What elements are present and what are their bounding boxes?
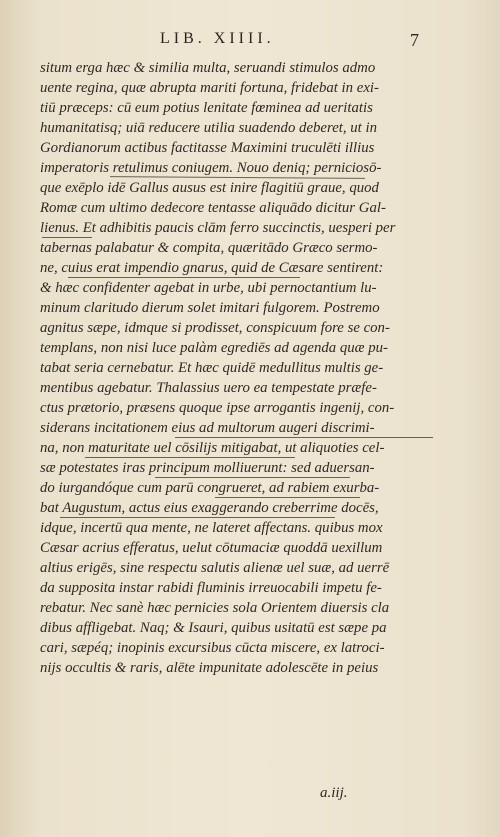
text-line: nijs occultis & raris, alēte impunitate adolescēte in peius bbox=[40, 660, 379, 676]
text-line: tiū præceps: cū eum potius lenitate fœminea ad ueritatis bbox=[40, 100, 373, 116]
text-line: na, non maturitate uel cōsilijs mitigabat, ut aliquoties cel- bbox=[40, 440, 385, 456]
handwritten-underline bbox=[42, 237, 92, 238]
text-line: Romæ cum ultimo dedecore tentasse aliquādo dicitur Gal- bbox=[40, 200, 386, 216]
text-line: Gordianorum actibus factitasse Maximini truculēti illius bbox=[40, 140, 375, 156]
text-line: imperatoris retulimus coniugem. Nouo deniq; perniciosō- bbox=[40, 160, 382, 176]
text-line: tabat seria cernebatur. Et hæc quidē medullitus multis ge- bbox=[40, 360, 384, 376]
handwritten-underline bbox=[60, 517, 335, 518]
text-line: situm erga hæc & similia multa, seruandi stimulos admo bbox=[40, 60, 376, 76]
text-line: que exēplo idē Gallus ausus est inire flagitiū graue, quod bbox=[40, 180, 379, 196]
text-line: bat Augustum, actus eius exaggerando creberrime docēs, bbox=[40, 500, 379, 516]
page-number: 7 bbox=[410, 30, 419, 50]
text-line: uente regina, quæ abrupta mariti fortuna, fridebat in exi- bbox=[40, 80, 379, 96]
handwritten-underline bbox=[85, 457, 295, 458]
text-line: da supposita instar rabidi fluminis irreuocabili impetu fe- bbox=[40, 580, 382, 596]
handwritten-underline bbox=[215, 497, 360, 498]
text-line: templans, non nisi luce palàm egrediēs ad agenda quæ pu- bbox=[40, 340, 388, 356]
text-line: agnitus sæpe, idmque si prodisset, conspicuum fore se con- bbox=[40, 320, 390, 336]
text-line: lienus. Et adhibitis paucis clām ferro succinctis, uesperi per bbox=[40, 220, 396, 236]
text-line: sæ potestates iras principum molliuerunt: sed aduersan- bbox=[40, 460, 375, 476]
text-line: humanitatisq; uiā reducere utilia suadendo deberet, ut in bbox=[40, 120, 377, 136]
text-line: ne, cuius erat impendio gnarus, quid de Cæsare sentirent: bbox=[40, 260, 384, 276]
text-line: minum claritudo dierum solet imitari fulgorem. Postremo bbox=[40, 300, 380, 316]
text-line: mentibus agebatur. Thalassius uero ea tempestate præfe- bbox=[40, 380, 377, 396]
text-line: dibus affligebat. Naq; & Isauri, quibus usitatū est sæpe pa bbox=[40, 620, 387, 636]
text-line: siderans incitationem eius ad multorum augeri discrimi- bbox=[40, 420, 375, 436]
handwritten-underline bbox=[68, 277, 300, 278]
handwritten-underline bbox=[155, 477, 350, 478]
text-line: ctus prætorio, præsens quoque ipse arrogantis ingenij, con- bbox=[40, 400, 395, 416]
text-line: rebatur. Nec sanè hæc pernicies sola Orientem diuersis cla bbox=[40, 600, 390, 616]
signature-mark: a.iij. bbox=[320, 785, 348, 801]
running-title: LIB. XIIII. bbox=[160, 30, 275, 47]
text-line: tabernas palabatur & compita, quæritādo Græco sermo- bbox=[40, 240, 378, 256]
handwritten-underline bbox=[175, 437, 433, 438]
text-line: cari, sæpéq; inopinis excursibus cūcta miscere, ex latroci- bbox=[40, 640, 385, 656]
text-line: & hæc confidenter agebat in urbe, ubi pernoctantium lu- bbox=[40, 280, 377, 296]
text-line: idque, incertū qua mente, ne lateret affectans. quibus mox bbox=[40, 520, 383, 536]
text-line: do iurgandóque cum parū congrueret, ad rabiem exurba- bbox=[40, 480, 380, 496]
text-line: Cæsar acrius efferatus, uelut cōtumaciæ quoddā uexillum bbox=[40, 540, 383, 556]
body-text bbox=[40, 58, 440, 678]
text-line: altius erigēs, sine respectu salutis alienæ uel suæ, ad uerrē bbox=[40, 560, 390, 576]
